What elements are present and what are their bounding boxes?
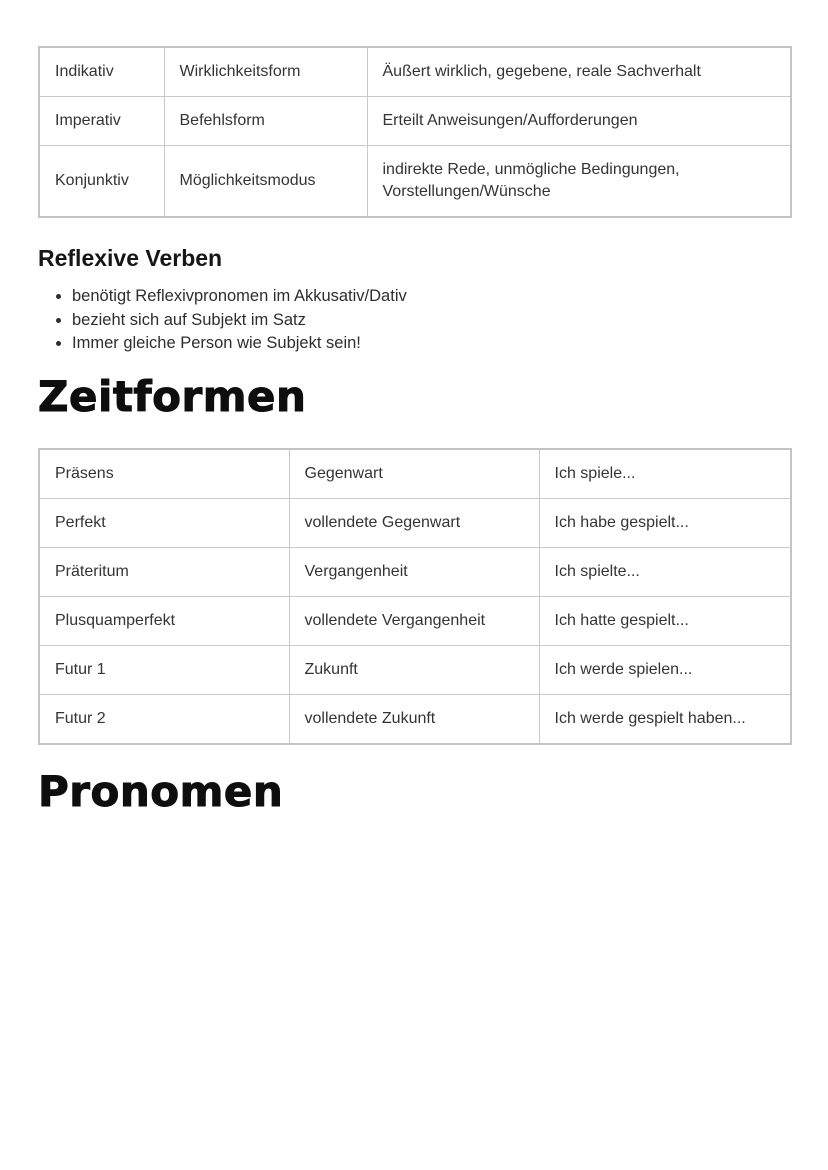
list-item: • bezieht sich auf Subjekt im Satz — [72, 309, 790, 333]
modus-description-cell: Äußert wirklich, gegebene, reale Sachverhalt — [367, 47, 791, 97]
pronomen-heading: Pronomen — [38, 766, 284, 816]
tense-name-cell: Futur 2 — [39, 694, 289, 744]
zeitformen-heading: Zeitformen — [38, 371, 307, 421]
tense-name-cell: Perfekt — [39, 498, 289, 547]
table-row — [39, 449, 791, 499]
table-row — [39, 97, 791, 146]
tense-example-cell: Ich werde spielen... — [539, 645, 791, 694]
tense-name-cell: Futur 1 — [39, 645, 289, 694]
tense-example-cell: Ich spiele... — [539, 449, 791, 499]
modus-form-cell: Möglichkeitsmodus — [164, 146, 367, 218]
tense-meaning-cell: vollendete Zukunft — [289, 694, 539, 744]
list-item: • Immer gleiche Person wie Subjekt sein! — [72, 332, 790, 356]
tense-name-cell: Präsens — [39, 449, 289, 499]
tense-example-cell: Ich hatte gespielt... — [539, 596, 791, 645]
modus-term-cell: Konjunktiv — [39, 146, 164, 218]
tense-example-cell: Ich habe gespielt... — [539, 498, 791, 547]
table-row — [39, 498, 791, 547]
modus-form-cell: Wirklichkeitsform — [164, 47, 367, 97]
table-row — [39, 146, 791, 218]
modus-description-cell: Erteilt Anweisungen/Aufforderungen — [367, 97, 791, 146]
tense-meaning-cell: vollendete Vergangenheit — [289, 596, 539, 645]
table-row — [39, 694, 791, 744]
modus-term-cell: Imperativ — [39, 97, 164, 146]
table-row — [39, 47, 791, 97]
modus-form-cell: Befehlsform — [164, 97, 367, 146]
modus-description-cell: indirekte Rede, unmögliche Bedingungen, Vorstellungen/Wünsche — [367, 146, 791, 218]
tense-meaning-cell: vollendete Gegenwart — [289, 498, 539, 547]
tense-meaning-cell: Zukunft — [289, 645, 539, 694]
table-row — [39, 547, 791, 596]
tense-meaning-cell: Vergangenheit — [289, 547, 539, 596]
modus-term-cell: Indikativ — [39, 47, 164, 97]
reflexive-verben-list — [38, 285, 790, 356]
tense-example-cell: Ich spielte... — [539, 547, 791, 596]
tense-example-cell: Ich werde gespielt haben... — [539, 694, 791, 744]
tense-name-cell: Plusquamperfekt — [39, 596, 289, 645]
modus-table — [38, 46, 792, 218]
tense-meaning-cell: Gegenwart — [289, 449, 539, 499]
zeitformen-table — [38, 448, 792, 745]
list-item: • benötigt Reflexivpronomen im Akkusativ/Dativ — [72, 285, 790, 309]
tense-name-cell: Präteritum — [39, 547, 289, 596]
reflexive-verben-heading: Reflexive Verben — [38, 245, 223, 271]
table-row — [39, 596, 791, 645]
table-row — [39, 645, 791, 694]
